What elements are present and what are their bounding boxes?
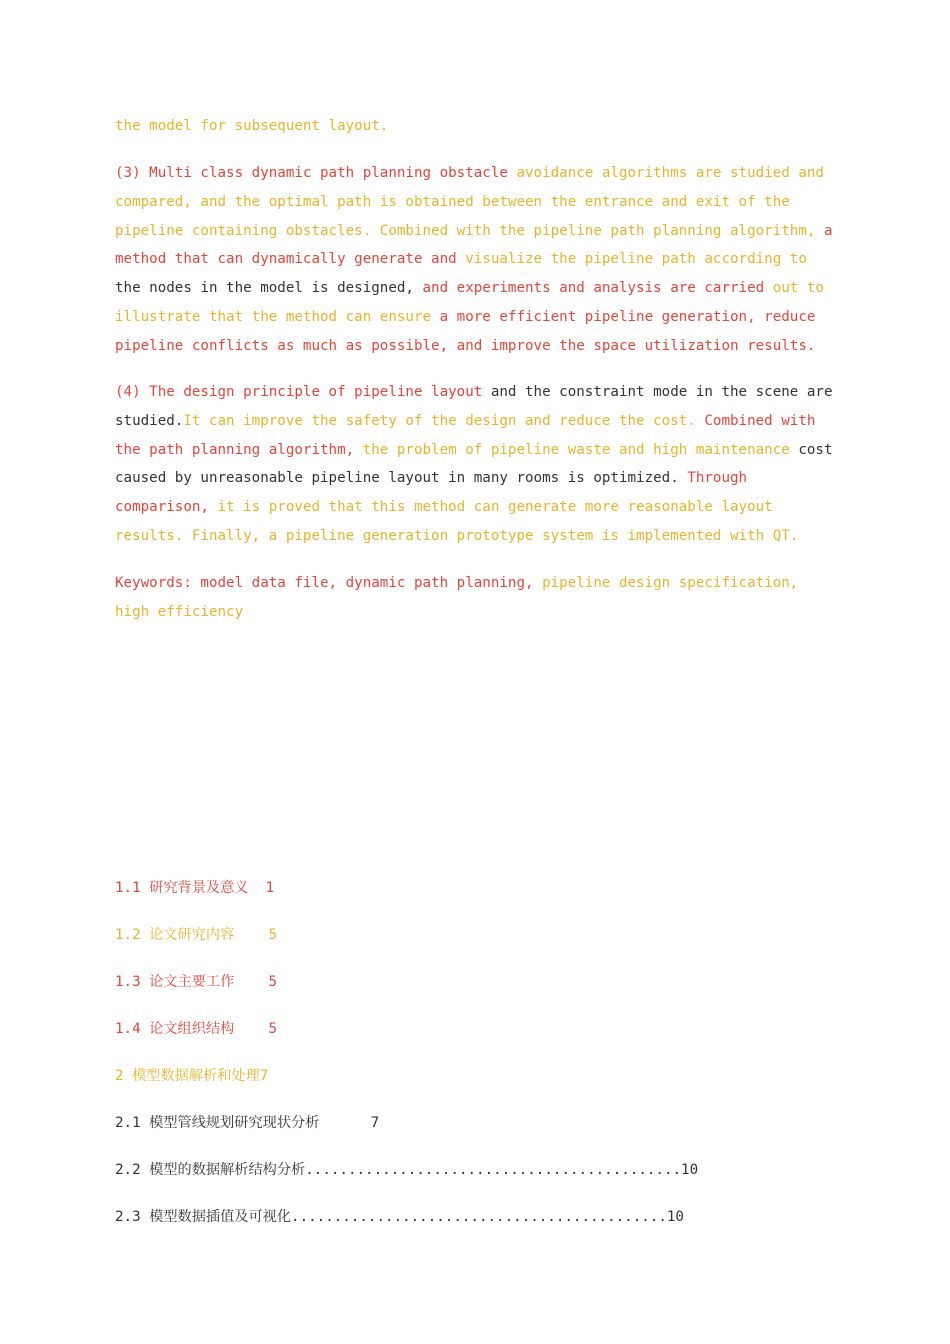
intro-tail: the model for subsequent layout.: [115, 118, 389, 134]
para4-seg4: Combined with the path planning algorithm,: [115, 412, 816, 458]
para4-seg6: cost caused by unreasonable pipeline layout in many rooms is optimized.: [115, 441, 833, 487]
para3-seg5: the nodes in the model is designed,: [115, 280, 414, 297]
toc-entry-1-3[interactable]: 1.3 论文主要工作 5: [115, 974, 277, 990]
para4-seg7: Through comparison,: [115, 470, 748, 516]
para3-seg4: visualize the pipeline path according to: [456, 251, 807, 268]
toc-entry-2[interactable]: 2 模型数据解析和处理7: [115, 1068, 269, 1084]
para4-seg8: it is proved that this method can generate more reasonable layout results. Finally, a pipeline generation prototype system is implemented with QT.: [115, 499, 799, 544]
para3-seg6: and experiments and analysis are carried: [413, 280, 765, 297]
keywords-line: [115, 569, 833, 627]
para3-seg3: a method that can dynamically generate and: [115, 222, 833, 268]
toc-entry-2-2[interactable]: 2.2 模型的数据解析结构分析............................................10: [115, 1162, 699, 1178]
paragraph-4: [115, 378, 833, 551]
toc-entry-2-1[interactable]: 2.1 模型管线规划研究现状分析 7: [115, 1115, 380, 1131]
para4-seg1: (4) The design principle of pipeline layout: [115, 384, 483, 400]
toc-entry-2-3[interactable]: 2.3 模型数据插值及可视化............................................10: [115, 1209, 684, 1225]
para3-seg7: out to illustrate that the method can ensure: [115, 280, 824, 325]
para3-seg1: (3) Multi class dynamic path planning obstacle: [115, 165, 508, 181]
toc-entry-1-2[interactable]: 1.2 论文研究内容 5: [115, 927, 277, 943]
paragraph-3: [115, 159, 833, 361]
toc-entry-1-4[interactable]: 1.4 论文组织结构 5: [115, 1021, 277, 1037]
para4-seg3: It can improve the safety of the design and reduce the cost.: [183, 412, 696, 429]
toc-entry-1-1[interactable]: 1.1 研究背景及意义 1: [115, 880, 275, 896]
para4-seg5: the problem of pipeline waste and high maintenance: [354, 441, 790, 458]
keywords-seg1: Keywords: model data file, dynamic path planning,: [115, 575, 534, 591]
para3-seg8: a more efficient pipeline generation, reduce pipeline conflicts as much as possible, and improve the space utilization results.: [115, 308, 816, 354]
para4-seg2: and the constraint mode in the scene are studied.: [115, 384, 833, 429]
keywords-seg2: pipeline design specification, high efficiency: [115, 575, 799, 620]
para3-seg2: avoidance algorithms are studied and compared, and the optimal path is obtained between the entrance and exit of the pipeline containing obstacles. Combined with the pipeline path planning algorithm,: [115, 165, 824, 239]
